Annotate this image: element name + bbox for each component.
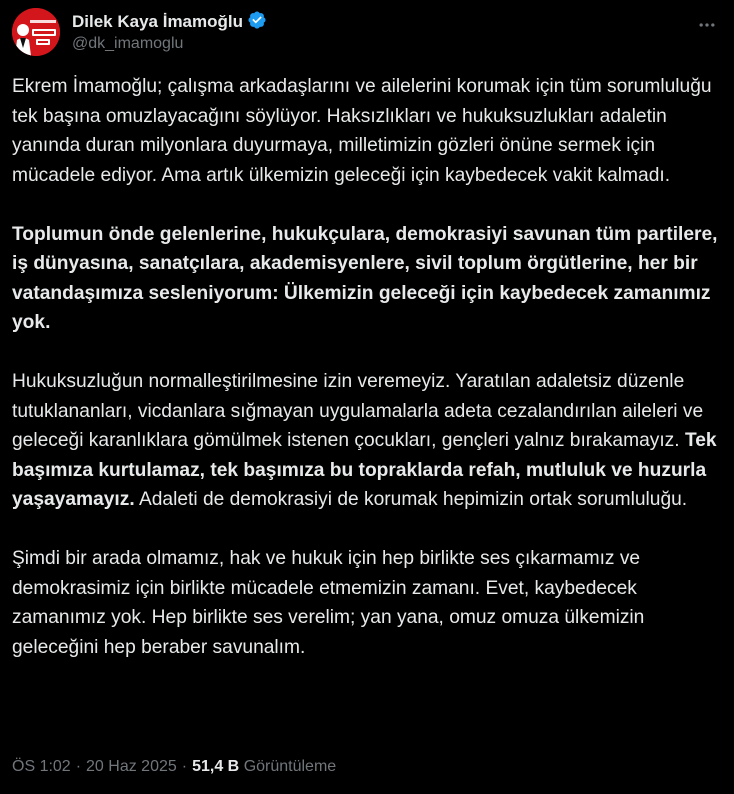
views-count[interactable]: 51,4 B — [192, 758, 240, 775]
tweet-date[interactable]: 20 Haz 2025 — [86, 758, 177, 775]
paragraph-text: Hukuksuzluğun normalleştirilmesine izin veremeyiz. Yaratılan adaletsiz düzenle tutuklananları, vicdanlara sığmayan uygulamalarla adeta cezalandırılan aileleri ve geleceği karanlıklara gömülmek istenen çocukları, gençleri yalnız bırakamayız. — [12, 371, 704, 451]
tweet-header — [12, 8, 724, 60]
paragraph-text: Adaleti de demokrasiyi de korumak hepimizin ortak sorumluluğu. — [134, 489, 688, 510]
views-label: Görüntüleme — [243, 758, 337, 775]
tweet-time[interactable]: ÖS 1:02 — [12, 758, 71, 775]
tweet-paragraph-4 — [12, 544, 724, 662]
verified-badge-icon — [247, 10, 267, 35]
tweet-paragraph-3 — [12, 367, 724, 515]
more-options-button[interactable] — [690, 8, 724, 42]
meta-separator: · — [181, 758, 188, 775]
avatar[interactable] — [12, 8, 60, 56]
more-options-icon — [697, 15, 717, 35]
author-handle[interactable]: @dk_imamoglu — [72, 35, 184, 52]
avatar-image — [12, 8, 60, 56]
tweet-paragraph-1 — [12, 72, 724, 190]
tweet-text — [12, 72, 724, 692]
paragraph-text: Ekrem İmamoğlu; çalışma arkadaşlarını ve ailelerini korumak için tüm sorumluluğu tek başına omuzlayacağını söylüyor. Haksızlıkları ve hukuksuzlukları adaletin yanında duran milyonlara duyurmaya, milletimizin gözleri önüne sermek için mücadele ediyor. Ama artık ülkemizin geleceği için kaybedecek vakit kalmadı. — [12, 76, 712, 186]
paragraph-bold-text: Toplumun önde gelenlerine, hukukçulara, demokrasiyi savunan tüm partilere, iş dünyasına, sanatçılara, akademisyenlere, sivil toplum örgütlerine, her bir vatandaşımıza sesleniyorum: Ülkemizin geleceği için kaybedecek zamanımız yok. — [12, 223, 718, 333]
meta-separator: · — [75, 758, 82, 775]
tweet-meta — [12, 758, 336, 776]
paragraph-bold-text: Tek başımıza kurtulamaz, tek başımıza bu topraklarda refah, mutluluk ve huzurla yaşayamayız. — [12, 430, 717, 510]
author-name[interactable] — [72, 10, 267, 35]
tweet-paragraph-2 — [12, 220, 724, 338]
author-display-name[interactable]: Dilek Kaya İmamoğlu — [72, 12, 244, 31]
paragraph-text: Şimdi bir arada olmamız, hak ve hukuk için hep birlikte ses çıkarmamız ve demokrasimiz için birlikte mücadele etmemizin zamanı. Evet, kaybedecek zamanımız yok. Hep birlikte ses verelim; yan yana, omuz omuza ülkemizin geleceğini hep beraber savunalım. — [12, 548, 645, 658]
